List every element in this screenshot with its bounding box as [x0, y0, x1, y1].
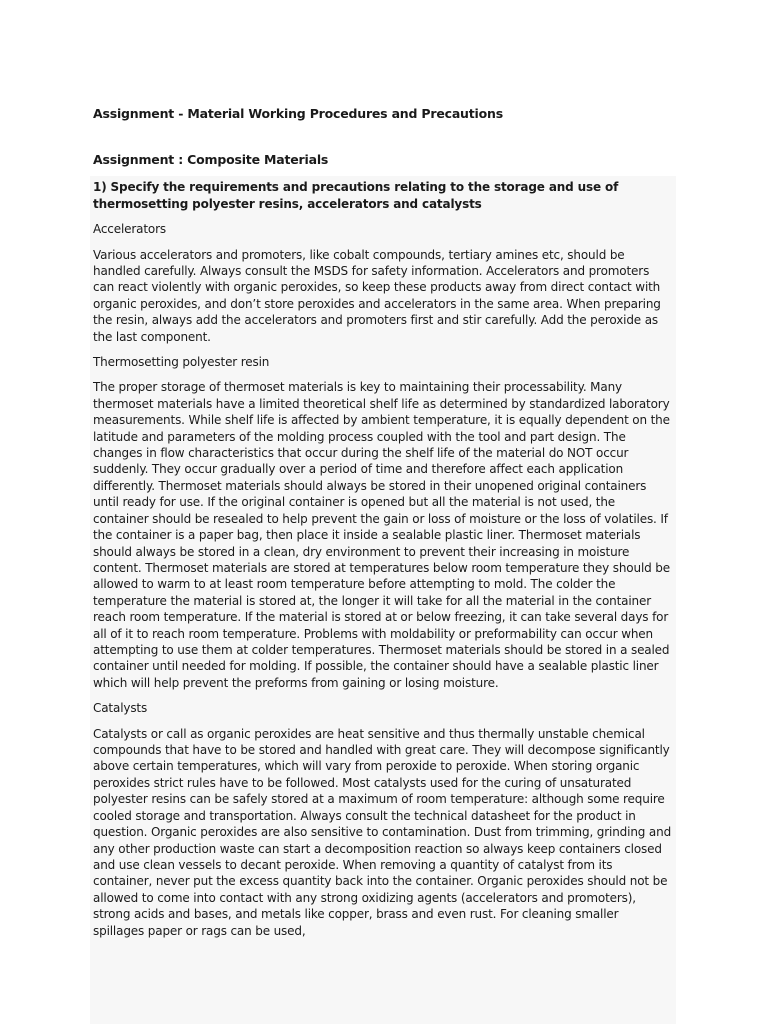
content-block	[90, 176, 676, 1024]
section-title: Assignment : Composite Materials	[93, 152, 329, 167]
paragraph-catalysts: Catalysts or call as organic peroxides are heat sensitive and thus thermally unstable chemical compounds that have to be stored and handled with great care. They will decompose significantly above certain temperatures, which will vary from peroxide to peroxide. When storing organic peroxides strict rules have to be followed. Most catalysts used for the curing of unsaturated polyester resins can be safely stored at a maximum of room temperature: although some require cooled storage and transportation. Always consult the technical datasheet for the product in question. Organic peroxides are also sensitive to contamination. Dust from trimming, grinding and any other production waste can start a decomposition reaction so always keep containers closed and use clean vessels to decant peroxide. When removing a quantity of catalyst from its container, never put the excess quantity back into the container. Organic peroxides should not be allowed to come into contact with any strong oxidizing agents (accelerators and promoters), strong acids and bases, and metals like copper, brass and even rust. For cleaning smaller spillages paper or rags can be used,	[93, 726, 672, 938]
subheading-accelerators: Accelerators	[93, 222, 167, 236]
paragraph-thermosetting-resin: The proper storage of thermoset materials is key to maintaining their processability. Many thermoset materials have a limited theoretical shelf life as determined by standardized laboratory measurements. While shelf life is affected by ambient temperature, it is equally dependent on the latitude and parameters of the molding process coupled with the tool and part design. The changes in flow characteristics that occur during the shelf life of the material do NOT occur suddenly. They occur gradually over a period of time and therefore affect each application differently. Thermoset materials should always be stored in their unopened original containers until ready for use. If the original container is opened but all the material is not used, the container should be resealed to help prevent the gain or loss of moisture or the loss of volatiles. If the container is a paper bag, then place it inside a sealable plastic liner. Thermoset materials should always be stored in a clean, dry environment to prevent their increasing in moisture content. Thermoset materials are stored at temperatures below room temperature they should be allowed to warm to at least room temperature before attempting to mold. The colder the temperature the material is stored at, the longer it will take for all the material in the container reach room temperature. If the material is stored at or below freezing, it can take several days for all of it to reach room temperature. Problems with moldability or preformability can occur when attempting to use them at colder temperatures. Thermoset materials should be stored in a sealed container until needed for molding. If possible, the container should have a sealable plastic liner which will help prevent the preforms from gaining or losing moisture.	[93, 380, 670, 690]
subheading-thermosetting-resin: Thermosetting polyester resin	[93, 354, 270, 369]
paragraph-accelerators: Various accelerators and promoters, like cobalt compounds, tertiary amines etc, should be handled carefully. Always consult the MSDS for safety information. Accelerators and promoters can react violently with organic peroxides, so keep these products away from direct contact with organic peroxides, and don’t store peroxides and accelerators in the same area. When preparing the resin, always add the accelerators and promoters first and stir carefully. Add the peroxide as the last component.	[93, 247, 661, 344]
subheading-catalysts: Catalysts	[93, 701, 148, 716]
document-title: Assignment - Material Working Procedures and Precautions	[93, 106, 503, 121]
question-heading: 1) Specify the requirements and precautions relating to the storage and use of thermosetting polyester resins, accelerators and catalysts	[93, 180, 619, 211]
